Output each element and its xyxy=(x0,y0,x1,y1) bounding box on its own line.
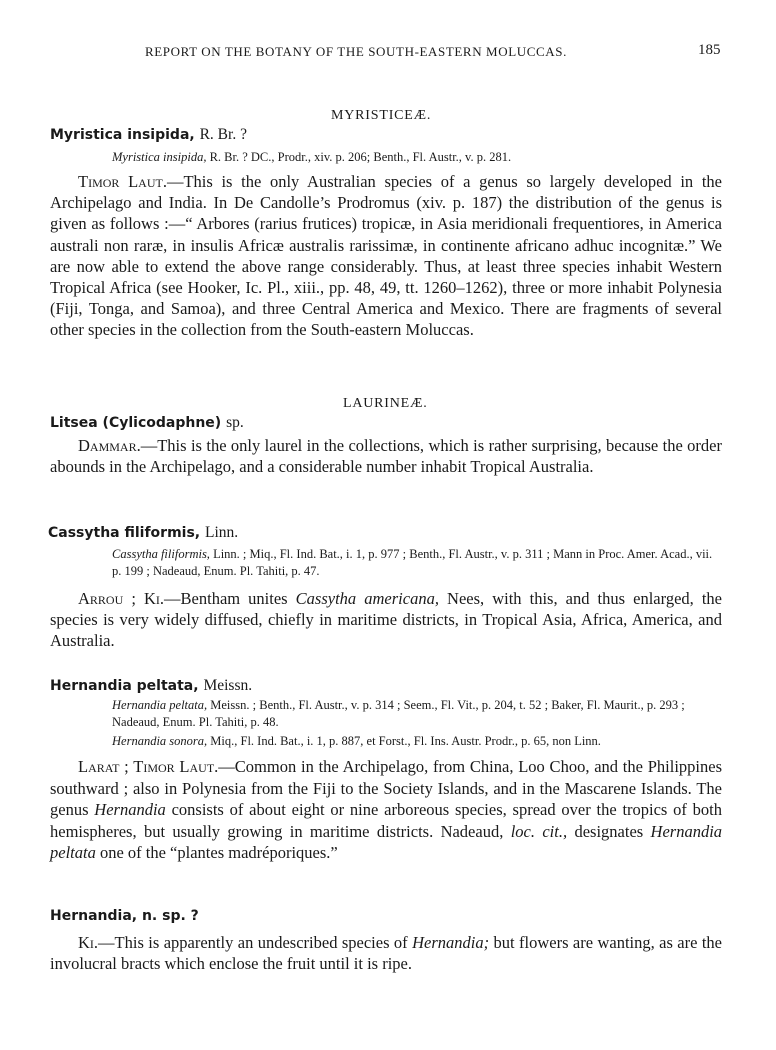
species-name: Litsea (Cylicodaphne) xyxy=(50,415,222,431)
paragraph-text: one of the “plantes madréporiques.” xyxy=(99,843,338,862)
citation-hernandia-peltata xyxy=(112,697,724,731)
page-number: 185 xyxy=(698,42,721,58)
species-author: R. Br. ? xyxy=(199,126,247,143)
citation-rest: Meissn. ; Benth., Fl. Austr., v. p. 314 ; Seem., Fl. Vit., p. 204, t. 52 ; Baker, Fl. Maurit., p. 293 ; Nadeaud, Enum. Pl. Tahiti, p. 48. xyxy=(112,698,685,729)
citation-hernandia-sonora xyxy=(112,733,732,750)
paragraph-text: —Bentham unites xyxy=(164,589,288,608)
paragraph-cassytha xyxy=(50,588,722,652)
citation-cassytha xyxy=(112,546,724,580)
italic-taxon: Hernandia xyxy=(94,800,166,819)
paragraph-text: —This is the only Australian species of a genus so largely developed in the Archipelago and India. In De Candolle’s Prodromus (xiv. p. 187) the distribution of the genus is given as follows :—“ Arbores (rarius frutices) tropicæ, in Asia meridionali frequentiores, in America australi non raræ, in insulis Africæ australis rarissimæ, in continente africano adhuc incognitæ.” We are now able to extend the above range considerably. Thus, at least three species inhabit Western Tropical Africa (see Hooker, Ic. Pl., xiii., pp. 48, 49, tt. 1260–1262), three or more inhabit Polynesia (Fiji, Tonga, and Samoa), and three Central America and Mexico. There are fragments of several other species in the collection from the South-eastern Moluccas. xyxy=(50,172,723,340)
citation-name: Hernandia peltata, xyxy=(112,698,208,712)
species-name: Hernandia peltata, xyxy=(50,678,199,694)
species-name: Myristica insipida, xyxy=(50,127,195,143)
family-heading-myristiceae: MYRISTICEÆ. xyxy=(331,108,432,123)
citation-rest: R. Br. ? DC., Prodr., xiv. p. 206; Benth., Fl. Austr., v. p. 281. xyxy=(209,150,512,164)
citation-name: Myristica insipida, xyxy=(112,150,207,164)
species-heading-litsea xyxy=(50,414,244,432)
running-head: REPORT ON THE BOTANY OF THE SOUTH-EASTERN MOLUCCAS. xyxy=(145,44,567,59)
locality: Dammar. xyxy=(78,436,141,455)
locality: Ki. xyxy=(78,933,99,952)
locality: Larat ; Timor Laut. xyxy=(78,757,219,776)
paragraph-text: —Common in the Archipelago, from China, Loo Choo, and the Philippines southward ; also in Polynesia from the Fiji to the Society Islands, and in the Mascarene Islands. The genus xyxy=(50,757,722,819)
species-heading-cassytha xyxy=(48,524,238,542)
species-author: Linn. xyxy=(205,524,239,541)
paragraph-hernandia-nsp xyxy=(50,932,722,974)
citation-name: Cassytha filiformis, xyxy=(112,547,210,561)
locality: Timor Laut. xyxy=(78,172,167,191)
paragraph-text: consists of about eight or nine arboreous species, spread over the tropics of both hemispheres, but usually growing in maritime districts. Nadeaud, xyxy=(50,800,723,841)
citation-myristica xyxy=(112,149,732,166)
species-heading-hernandia-nsp: Hernandia, n. sp. ? xyxy=(50,908,199,924)
species-author: Meissn. xyxy=(203,677,253,694)
italic-reference: loc. cit., xyxy=(510,821,568,841)
species-author: sp. xyxy=(226,414,244,431)
citation-rest: Miq., Fl. Ind. Bat., i. 1, p. 887, et Forst., Fl. Ins. Austr. Prodr., p. 65, non Linn. xyxy=(210,734,601,748)
paragraph-text: designates xyxy=(574,821,644,841)
paragraph-text: but flowers are wanting, as are the involucral bracts which enclose the fruit until it is ripe. xyxy=(50,933,723,974)
italic-taxon: Hernandia peltata xyxy=(50,821,723,862)
species-heading-hernandia xyxy=(50,677,252,695)
italic-taxon: Hernandia; xyxy=(412,933,490,952)
paragraph-text: —This is apparently an undescribed species of xyxy=(98,933,408,952)
locality: Arrou ; Ki. xyxy=(78,589,165,608)
family-heading-laurineae: LAURINEÆ. xyxy=(343,396,428,411)
paragraph-myristica xyxy=(50,171,722,341)
paragraph-hernandia xyxy=(50,756,722,864)
paragraph-litsea xyxy=(50,435,722,477)
species-heading-myristica xyxy=(50,126,247,144)
italic-taxon: Cassytha americana, xyxy=(295,589,439,608)
paragraph-text: —This is the only laurel in the collections, which is rather surprising, because the order abounds in the Archipelago, and a considerable number inhabit Tropical Australia. xyxy=(50,436,722,477)
citation-name: Hernandia sonora, xyxy=(112,734,208,748)
paragraph-text: Nees, with this, and thus enlarged, the species is very widely diffused, chiefly in maritime districts, in Tropical Asia, Africa, America, and Australia. xyxy=(50,589,722,651)
species-name: Cassytha filiformis, xyxy=(48,525,201,541)
citation-rest: Linn. ; Miq., Fl. Ind. Bat., i. 1, p. 977 ; Benth., Fl. Austr., v. p. 311 ; Mann in Proc. Amer. Acad., vii. p. 199 ; Nadeaud, Enum. Pl. Tahiti, p. 47. xyxy=(112,547,713,578)
